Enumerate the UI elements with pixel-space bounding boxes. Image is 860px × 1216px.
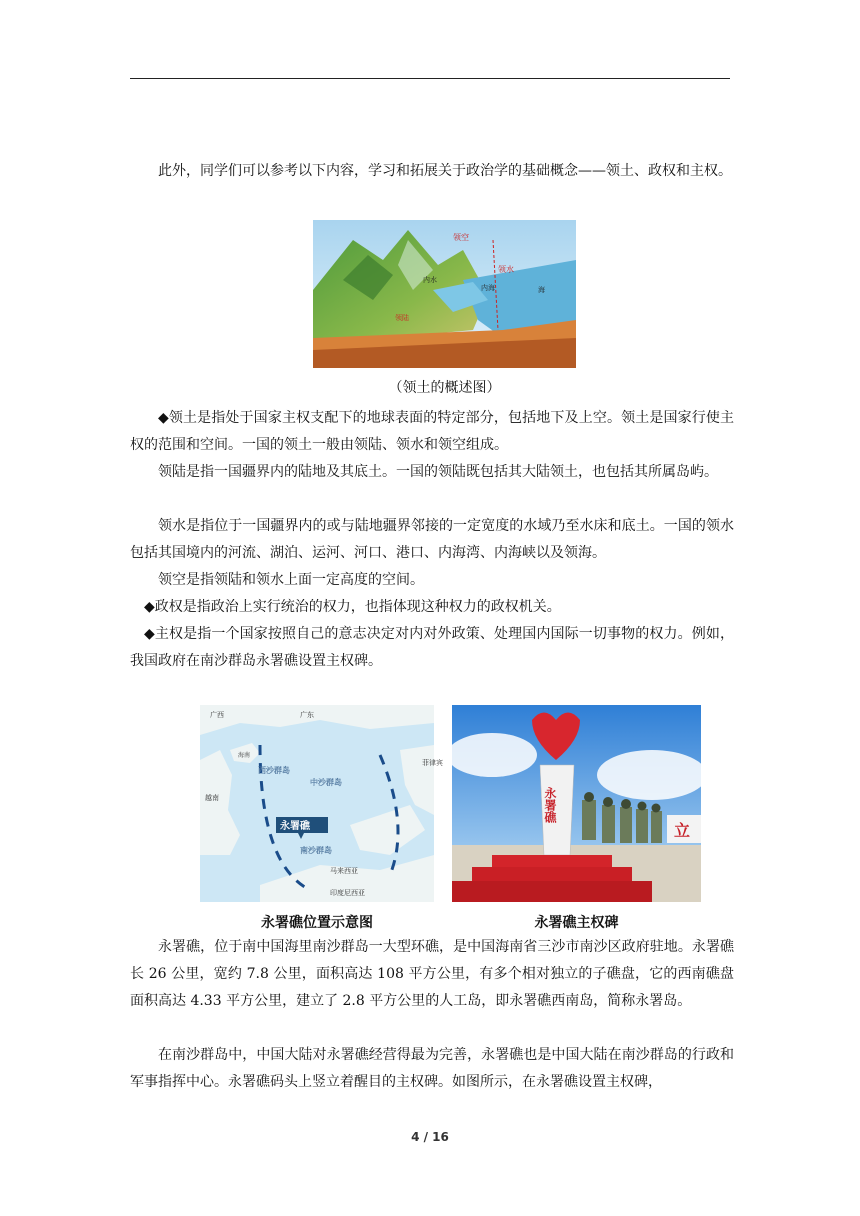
figure1-caption: （领土的概述图） [388,380,501,396]
yongshu-paragraph: 永署礁，位于南中国海里南沙群岛一大型环礁，是中国海南省三沙市南沙区政府驻地。永署礁长 26 公里，宽约 7.8 公里，面积高达 108 平方公里，有多个相对独立的子礁盘，它的西南礁盘面积高达 4.33 平方公里，建立了 2.8 平方公里的人工岛，即永署礁西南岛，简称永署岛。 [130,939,734,1009]
location-map [200,705,443,902]
label-land: 领陆 [395,314,409,322]
regime-paragraph: ◆政权是指政治上实行统治的权力，也指体现这种权力的政权机关。 [144,599,561,615]
territory-diagram [313,220,576,368]
map-hainan: 海南 [238,752,251,759]
page-number: 4 / 16 [411,1130,449,1144]
label-inland: 内水 [423,276,437,284]
map-vietnam: 越南 [205,794,219,802]
map-malaysia: 马来西亚 [330,867,358,875]
territory-paragraph: ◆领土是指处于国家主权支配下的地球表面的特定部分，包括地下及上空。领土是国家行使主权的范围和空间。一国的领土一般由领陆、领水和领空组成。 [130,410,734,453]
map-philippines: 菲律宾 [422,759,443,767]
map-indonesia: 印度尼西亚 [330,889,365,897]
side-sign-char: 立 [674,821,691,840]
map-xisha: 西沙群岛 [258,766,290,775]
label-water: 领水 [498,265,514,274]
label-sky: 领空 [453,233,469,242]
map-yongshu: 永署礁 [280,821,310,832]
map-guangxi: 广西 [210,711,224,719]
monument-photo [452,705,701,902]
water-paragraph: 领水是指位于一国疆界内的或与陆地疆界邻接的一定宽度的水域乃至水床和底土。一国的领水包括其国境内的河流、湖泊、运河、河口、港口、内海湾、内海峡以及领海。 [130,518,734,561]
airspace-paragraph: 领空是指领陆和领水上面一定高度的空间。 [158,572,424,588]
monument-char-1: 永署礁 [543,787,557,823]
land-paragraph: 领陆是指一国疆界内的陆地及其底土。一国的领陆既包括其大陆领土，也包括其所属岛屿。 [158,464,718,480]
map-zhongsha: 中沙群岛 [310,778,342,787]
label-sea: 海 [538,286,545,294]
photo-caption: 永署礁主权碑 [534,915,619,931]
header-rule [130,78,730,79]
nansha-paragraph: 在南沙群岛中，中国大陆对永署礁经营得最为完善，永署礁也是中国大陆在南沙群岛的行政和军事指挥中心。永署礁码头上竖立着醒目的主权碑。如图所示，在永署礁设置主权碑， [130,1047,734,1090]
map-nansha: 南沙群岛 [300,846,332,855]
label-inner-sea: 内海 [481,284,495,292]
intro-paragraph: 此外，同学们可以参考以下内容，学习和拓展关于政治学的基础概念——领土、政权和主权。 [158,163,732,179]
sovereignty-paragraph: ◆主权是指一个国家按照自己的意志决定对内对外政策、处理国内国际一切事物的权力。例如，我国政府在南沙群岛永署礁设置主权碑。 [130,626,734,669]
map-guangdong: 广东 [300,711,314,719]
map-caption: 永署礁位置示意图 [261,915,373,931]
